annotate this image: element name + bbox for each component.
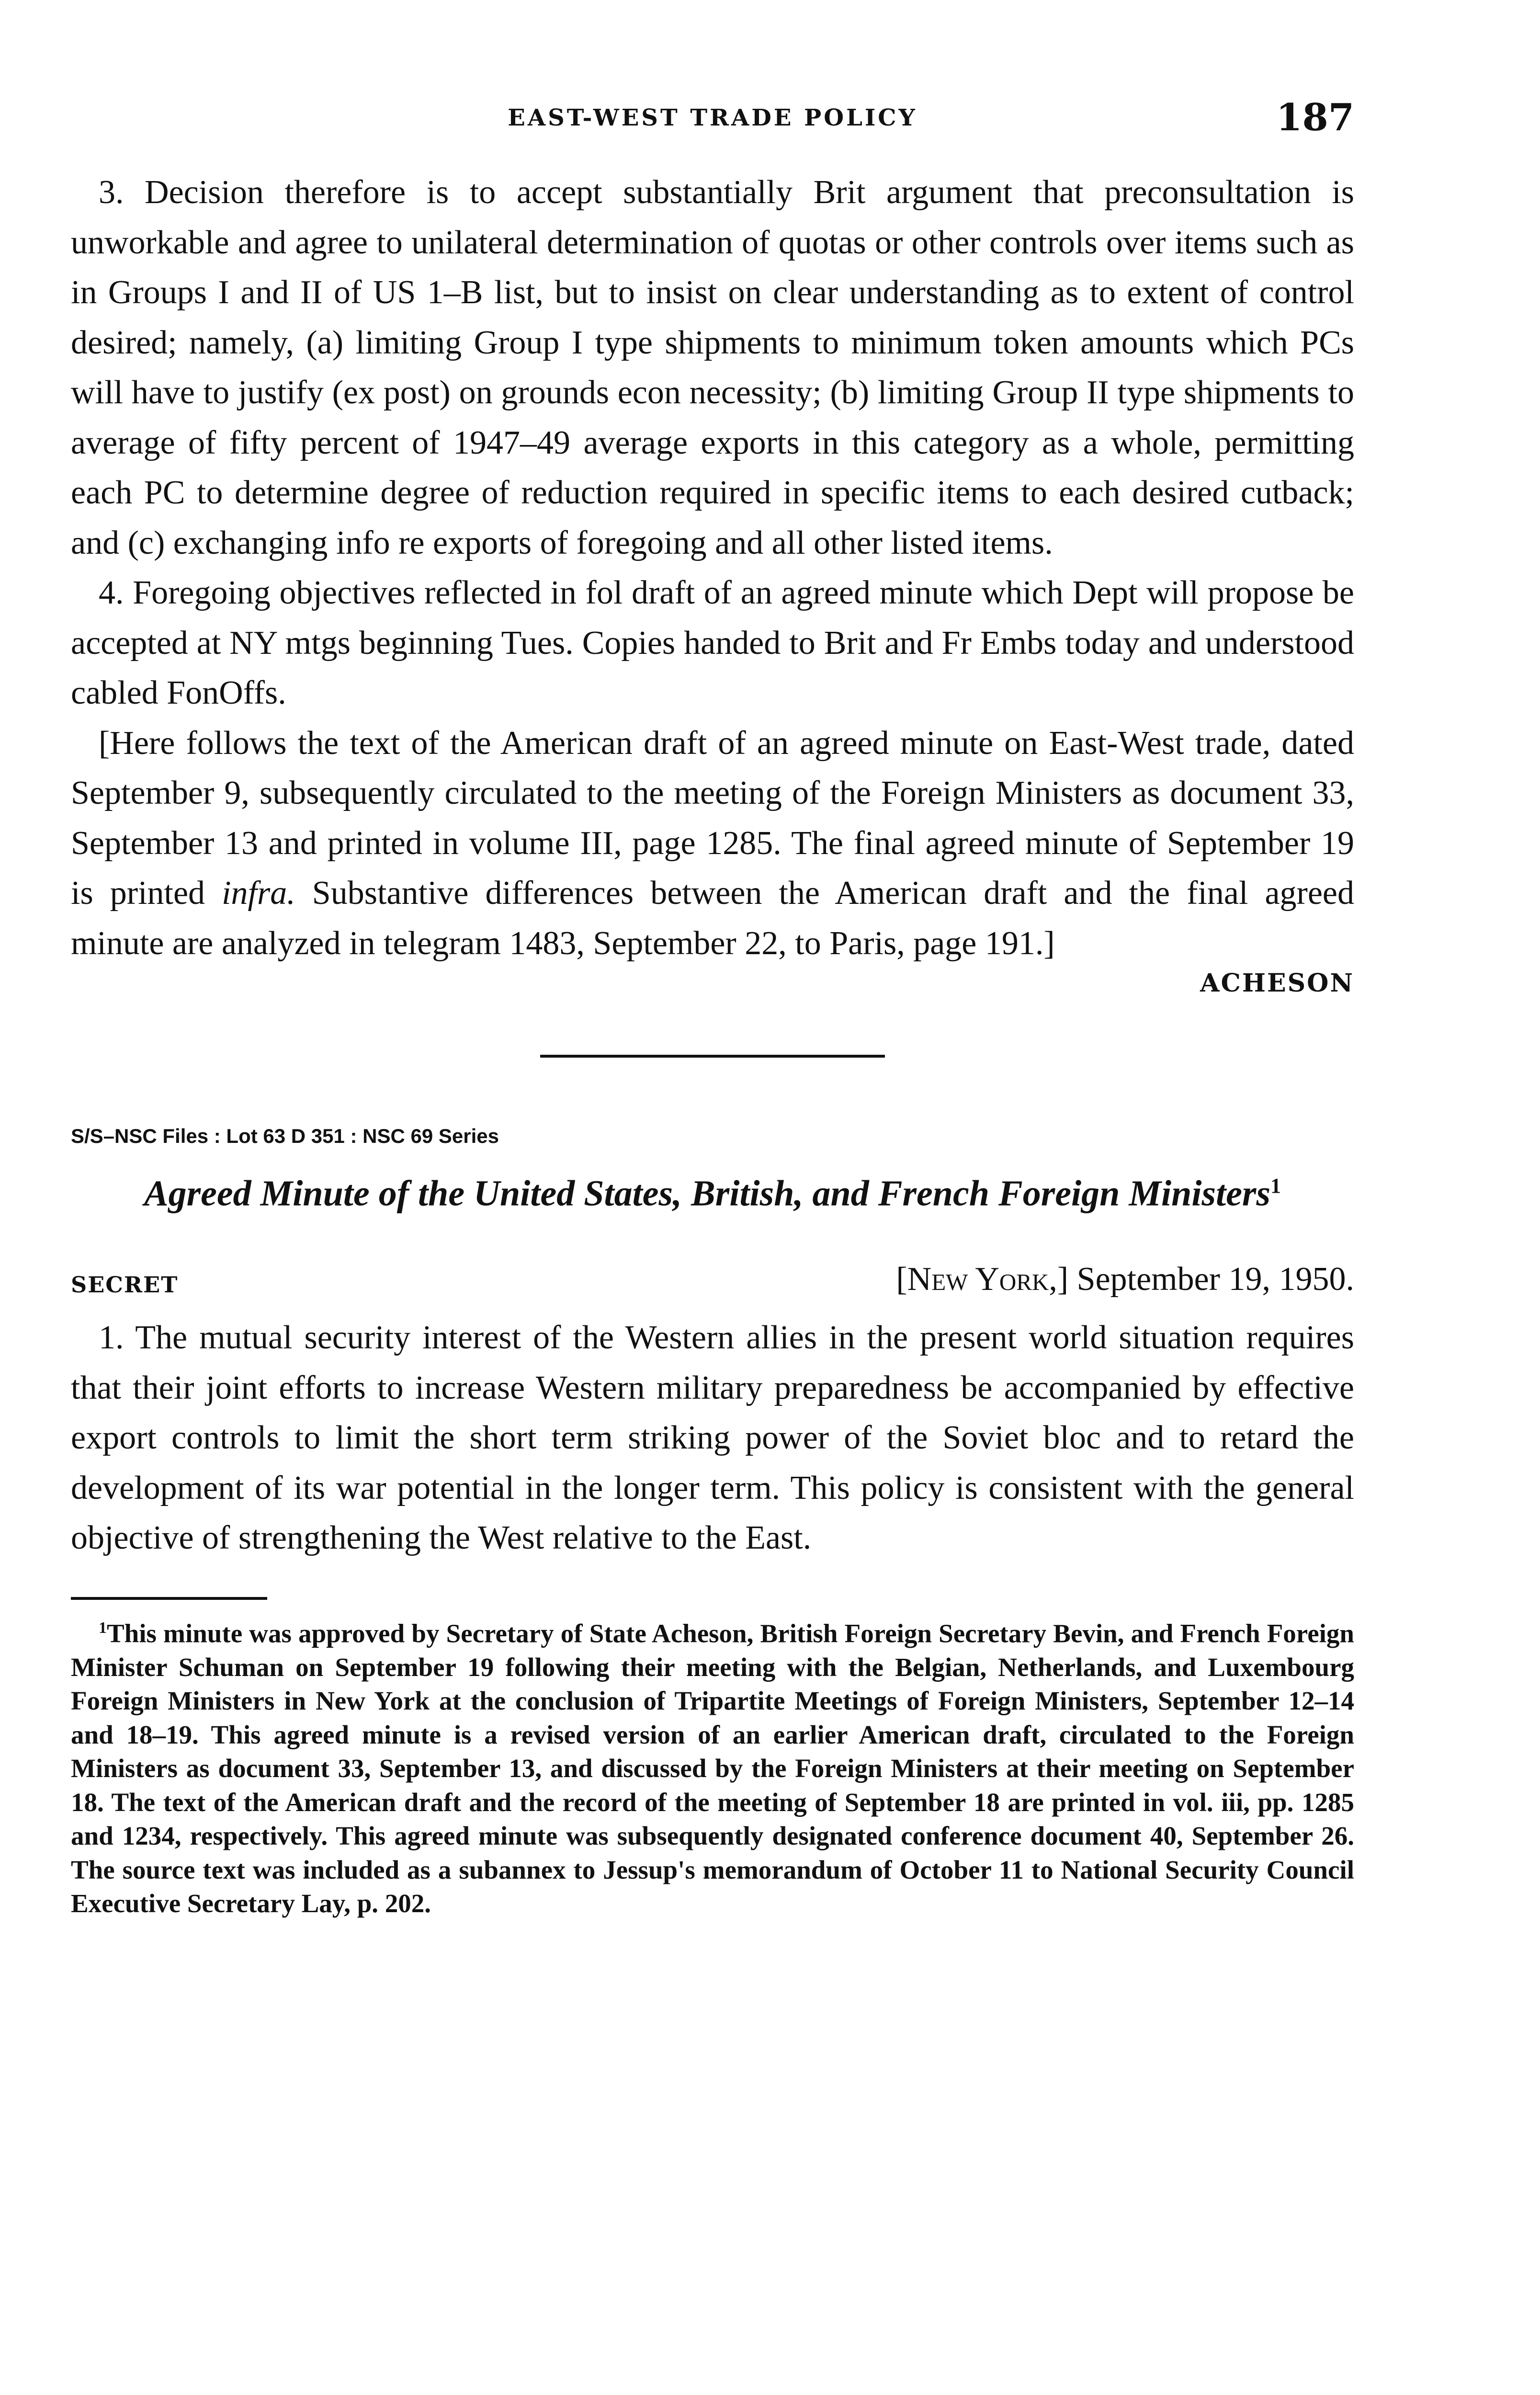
footnote-marker: 1 (99, 1619, 107, 1637)
source-citation: S/S–NSC Files : Lot 63 D 351 : NSC 69 Series (71, 1125, 499, 1147)
footnote (71, 1611, 1354, 1921)
editorial-note-text-b: Substantive differences between the American draft and the final agreed minute are analyzed in telegram 1483, September 22, to Paris, page 191.] (71, 875, 1354, 962)
document-title-text: Agreed Minute of the United States, British, and French Foreign Ministers (144, 1173, 1271, 1214)
editorial-note (71, 718, 1354, 969)
section-divider (540, 1055, 885, 1058)
minute-paragraph-1: 1. The mutual security interest of the Western allies in the present world situation requires that their joint efforts to increase Western military preparedness be accompanied by effective export controls to limit the short term striking power of the Soviet bloc and to retard the development of its war potential in the longer term. This policy is consistent with the general objective of strengthening the West relative to the East. (71, 1319, 1354, 1557)
editorial-note-text-a: [Here follows the text of the American draft of an agreed minute on East-West trade, dated September 9, subsequently circulated to the meeting of the Foreign Ministers as document 33, September 13 and printed in volume III, page 1285. The final agreed minute of September 19 is printed (71, 724, 1354, 912)
paragraph-3: 3. Decision therefore is to accept substantially Brit argument that preconsultation is unworkable and agree to unilateral determination of quotas or other controls over items such as in Groups I and II of US 1–B list, but to insist on clear understanding as to extent of control desired; namely, (a) limiting Group I type shipments to minimum token amounts which PCs will have to justify (ex post) on grounds econ necessity; (b) limiting Group II type shipments to average of fifty percent of 1947–49 average exports in this category as a whole, permitting each PC to determine degree of reduction required in specific items to each desired cutback; and (c) exchanging info re exports of foregoing and all other listed items. (71, 174, 1354, 561)
running-title: EAST-WEST TRADE POLICY (508, 104, 917, 131)
place: [New York,] (896, 1261, 1069, 1298)
document-page (71, 96, 1354, 1921)
document-title (71, 1162, 1354, 1217)
running-head (71, 96, 1354, 148)
footnote-text: This minute was approved by Secretary of State Acheson, British Foreign Secretary Bevin, and French Foreign Minister Schuman on September 19 following their meeting with the Belgian, Netherlands, and Luxembourg Foreign Ministers in New York at the conclusion of Tripartite Meetings of Foreign Ministers, September 12–14 and 18–19. This agreed minute is a revised version of an earlier American draft, circulated to the Foreign Ministers as document 33, September 13, and discussed by the Foreign Ministers at their meeting on September 18. The text of the American draft and the record of the meeting of September 18 are printed in vol. iii, pp. 1285 and 1234, respectively. This agreed minute was subsequently designated conference document 40, September 26. The source text was included as a subannex to Jessup's memorandum of October 11 to National Security Council Executive Secretary Lay, p. 202. (71, 1619, 1354, 1918)
signature-acheson: ACHESON (1200, 969, 1354, 998)
classification-label: SECRET (71, 1272, 179, 1298)
footnote-rule (71, 1597, 267, 1600)
date: September 19, 1950. (1076, 1261, 1354, 1298)
page-number: 187 (1276, 96, 1354, 139)
editorial-note-infra: infra. (222, 875, 295, 912)
place-date (896, 1260, 1354, 1299)
title-footnote-marker: 1 (1270, 1174, 1281, 1198)
paragraph-4: 4. Foregoing objectives reflected in fol draft of an agreed minute which Dept will propose be accepted at NY mtgs beginning Tues. Copies handed to Brit and Fr Embs today and understood cabled FonOffs. (71, 574, 1354, 711)
dateline (71, 1260, 1354, 1313)
